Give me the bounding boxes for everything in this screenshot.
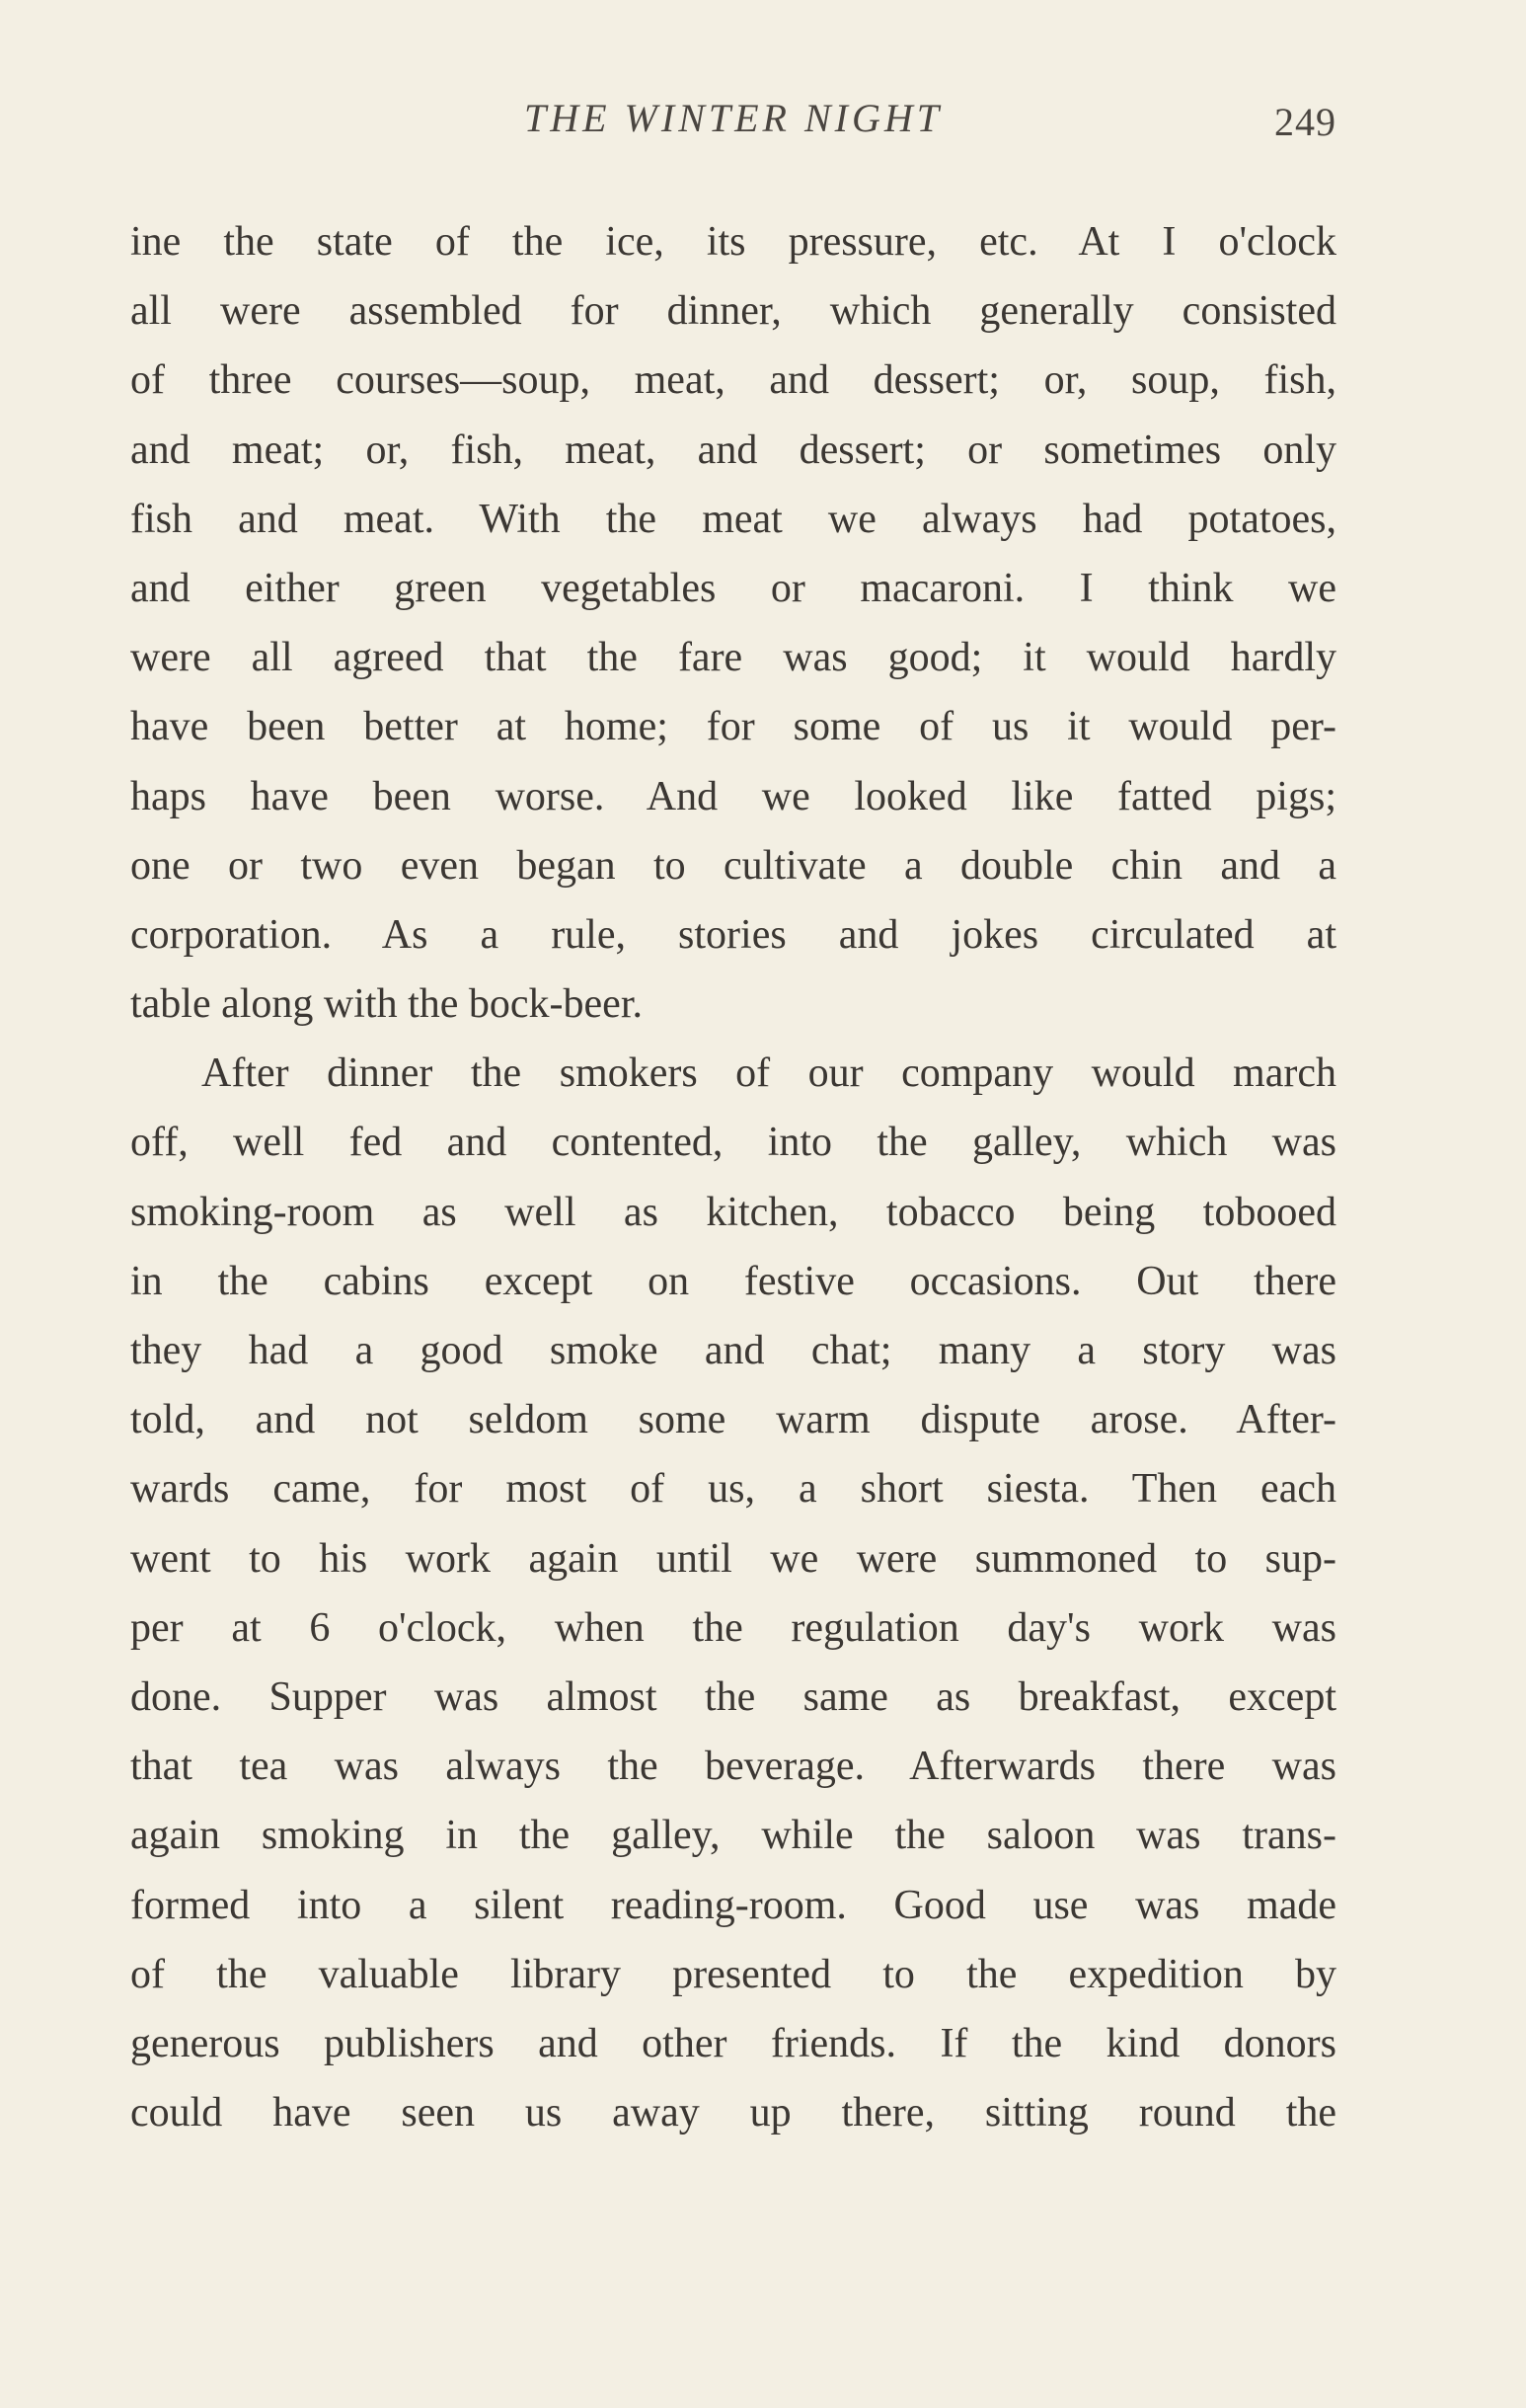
- text-line: corporation. As a rule, stories and jokes circulated at: [130, 911, 1336, 958]
- text-line: could have seen us away up there, sitting round the: [130, 2090, 1336, 2136]
- text-line: generous publishers and other friends. If the kind donors: [130, 2020, 1336, 2066]
- text-line: fish and meat. With the meat we always had potatoes,: [130, 496, 1336, 542]
- text-line: done. Supper was almost the same as breakfast, except: [130, 1673, 1336, 1720]
- text-line: all were assembled for dinner, which generally consisted: [130, 288, 1336, 335]
- text-line-paragraph-end: table along with the bock-beer.: [130, 981, 643, 1028]
- text-line: off, well fed and contented, into the galley, which was: [130, 1120, 1336, 1166]
- text-line: were all agreed that the fare was good; it would hardly: [130, 635, 1336, 681]
- text-line: of three courses—soup, meat, and dessert; or, soup, fish,: [130, 357, 1336, 404]
- body-text: [130, 207, 1336, 2147]
- text-line: ine the state of the ice, its pressure, etc. At I o'clock: [130, 219, 1336, 265]
- text-line: went to his work again until we were summoned to sup-: [130, 1535, 1336, 1582]
- running-title: THE WINTER NIGHT: [523, 96, 944, 140]
- text-line: that tea was always the beverage. Afterwards there was: [130, 1744, 1336, 1790]
- text-line: one or two even began to cultivate a double chin and a: [130, 842, 1336, 889]
- text-line: wards came, for most of us, a short siesta. Then each: [130, 1466, 1336, 1513]
- page-number: 249: [1274, 100, 1336, 144]
- text-line: again smoking in the galley, while the saloon was trans-: [130, 1813, 1336, 1859]
- text-line: haps have been worse. And we looked like fatted pigs;: [130, 773, 1336, 819]
- text-line-paragraph-start: After dinner the smokers of our company would march: [201, 1050, 1336, 1097]
- text-line: and either green vegetables or macaroni. I think we: [130, 565, 1336, 611]
- text-line: have been better at home; for some of us it would per-: [130, 704, 1336, 750]
- text-line: formed into a silent reading-room. Good use was made: [130, 1882, 1336, 1928]
- running-head: [130, 95, 1336, 154]
- text-line: smoking-room as well as kitchen, tobacco being tobooed: [130, 1189, 1336, 1235]
- text-line: of the valuable library presented to the expedition by: [130, 1951, 1336, 1997]
- text-line: per at 6 o'clock, when the regulation day's work was: [130, 1604, 1336, 1651]
- text-line: told, and not seldom some warm dispute arose. After-: [130, 1397, 1336, 1443]
- text-line: in the cabins except on festive occasions. Out there: [130, 1258, 1336, 1304]
- text-line: and meat; or, fish, meat, and dessert; or sometimes only: [130, 427, 1336, 473]
- text-line: they had a good smoke and chat; many a story was: [130, 1328, 1336, 1373]
